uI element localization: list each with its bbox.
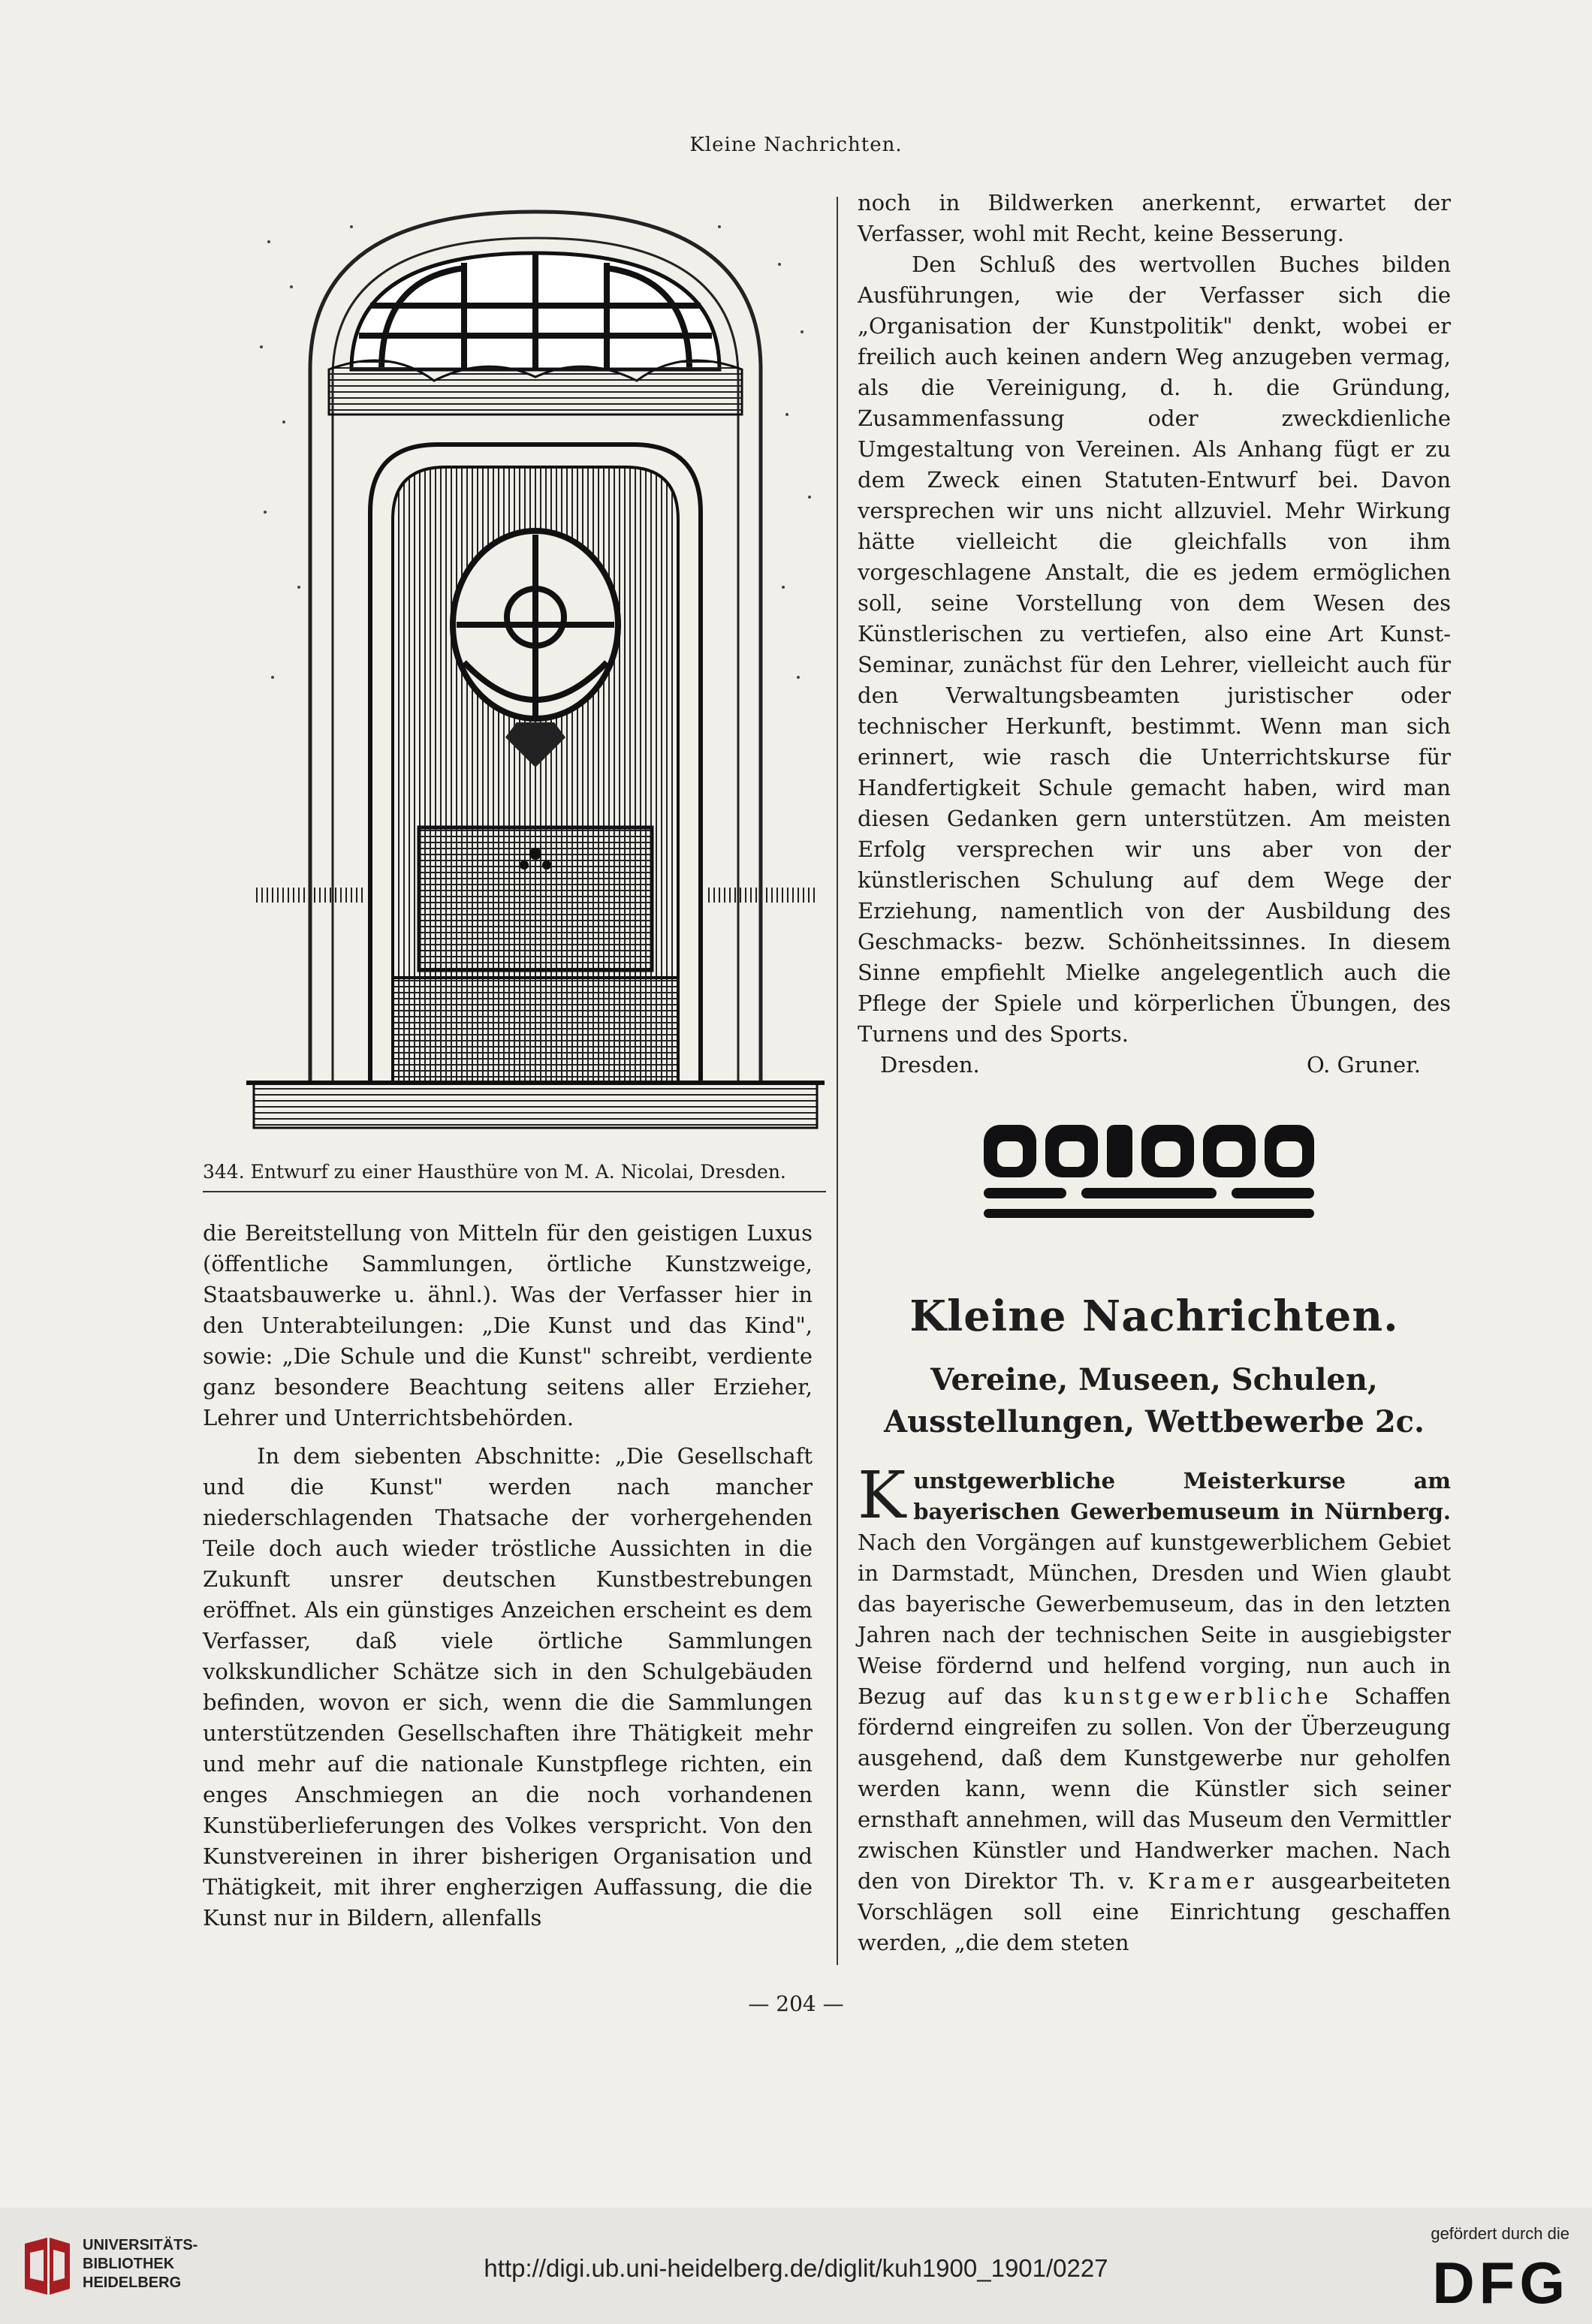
drop-cap: K	[858, 1458, 906, 1533]
caption-rule	[203, 1191, 826, 1192]
paragraph: die Bereitstellung von Mitteln für den geistigen Luxus (öffentliche Sammlungen, örtliche Kunstzweige, Staatsbauwerke u. ähnl.). Was der Verfasser hier in den Unterabteilungen: „Die Kunst und das Kind", sowie: „Die Schule und die Kunst" schreibt, verdiente ganz besondere Beachtung seitens aller Erzieher, Lehrer und Unterrichtsbehörden.	[203, 1220, 813, 1430]
place-name: Dresden.	[880, 1052, 980, 1078]
dfg-logo: DFG	[1432, 2250, 1569, 2316]
library-name: UNIVERSITÄTS- BIBLIOTHEK HEIDELBERG	[83, 2237, 198, 2291]
running-header: Kleine Nachrichten.	[689, 134, 903, 156]
paragraph: noch in Bildwerken anerkennt, erwartet der Verfasser, wohl mit Recht, keine Besserung.	[858, 190, 1451, 246]
funder-label: gefördert durch die	[1431, 2224, 1569, 2243]
section-subtitle: Vereine, Museen, Schulen, Ausstellungen, Wettbewerbe 2c.	[884, 1362, 1425, 1439]
article-text: ausgearbeiteten Vorschlägen soll eine Einrichtung geschaffen werden, „die dem steten	[858, 1868, 1452, 1955]
author-name: O. Gruner.	[1307, 1052, 1421, 1078]
paragraph: Den Schluß des wertvollen Buches bilden Ausführungen, wie der Verfasser sich die „Organisation der Kunstpolitik" denkt, wobei er freilich auch keinen andern Weg anzugeben vermag, als die Vereinigung, d. h. die Gründung, Zusammenfassung oder zweckdienliche Umgestaltung von Vereinen. Als Anhang fügt er zu dem Zweck einen Statuten-Entwurf bei. Davon versprechen wir uns nicht allzuviel. Mehr Wirkung hätte vielleicht die gleichfalls von ihm vorgeschlagene Anstalt, die es jedem ermöglichen soll, seine Vorstellung von dem Wesen des Künstlerischen zu vertiefen, also eine Art Kunst-Seminar, zunächst für den Lehrer, vielleicht auch für den Verwaltungsbeamten juristischer oder technischer Herkunft, bestimmt. Wenn man sich erinnert, wie rasch die Unterrichtskurse für Handfertigkeit Schule gemacht haben, wird man diesen Gedanken gern unterstützen. Am meisten Erfolg versprechen wir uns aber von der künstlerischen Schulung auf dem Wege der Erziehung, namentlich von der Ausbildung des Geschmacks- bezw. Schönheitssinnes. In diesem Sinne empfiehlt Mielke angelegentlich auch die Pflege der Spiele und körperlichen Übungen, des Turnens und des Sports.	[858, 252, 1451, 1047]
left-column	[203, 1218, 813, 1934]
spaced-name: Kramer	[1147, 1868, 1259, 1894]
source-url-link[interactable]: http://digi.ub.uni-heidelberg.de/diglit/kuh1900_1901/0227	[484, 2254, 1108, 2282]
article-body	[858, 1458, 1452, 1958]
door-illustration	[239, 197, 832, 1132]
page-number: — 204 —	[748, 1991, 844, 2016]
signature-line	[858, 1050, 1451, 1081]
article-headline: unstgewerbliche Meisterkurse am bayerischen Gewerbemuseum in Nürnberg.	[913, 1468, 1451, 1524]
section-ornament	[976, 1119, 1322, 1231]
column-divider	[837, 197, 838, 1965]
paragraph: In dem siebenten Abschnitte: „Die Gesellschaft und die Kunst" werden nach mancher niederschlagenden Thatsache der vorhergehenden Teile doch auch wieder tröstliche Aussichten in die Zukunft unsrer deutschen Kunstbestrebungen eröffnet. Als ein günstiges Anzeichen erscheint es dem Verfasser, daß viele örtliche Sammlungen volkskundlicher Schätze sich in den Schulgebäuden befinden, wovon er sich, wenn die die Sammlungen unterstützenden Gesellschaften ihre Thätigkeit mehr und mehr auf die nationale Kunstpflege richten, ein enges Anschmiegen an die noch vorhandenen Kunstüberlieferungen des Volkes verspricht. Von den Kunstvereinen in ihrer bisherigen Organisation und Thätigkeit, mit ihrer engherzigen Auffassung, die die Kunst nur in Bildern, allenfalls	[203, 1443, 813, 1931]
figure-caption: 344. Entwurf zu einer Hausthüre von M. A. Nicolai, Dresden.	[203, 1161, 786, 1183]
right-column-upper	[858, 188, 1451, 1081]
article-text: Nach den Vorgängen auf kunstgewerblichem Gebiet in Darmstadt, München, Dresden und Wien glaubt das bayerische Gewerbemuseum, das in den letzten Jahren nach der technischen Seite in ausgiebigster Weise fördernd und helfend vorging, nun auch in Bezug auf das	[858, 1530, 1451, 1709]
section-title: Kleine Nachrichten.	[909, 1292, 1399, 1341]
article-text: Schaffen fördernd eingreifen zu sollen. Von der Überzeugung ausgehend, daß dem Kunstgewerbe nur geholfen werden kann, wenn die Künstler sich seiner ernsthaft annehmen, will das Museum den Vermittler zwischen Künstler und Handwerker machen. Nach den von Direktor Th. v.	[858, 1683, 1451, 1894]
section-heading	[858, 1292, 1451, 1443]
spaced-word: kunstgewerbliche	[1063, 1683, 1333, 1709]
